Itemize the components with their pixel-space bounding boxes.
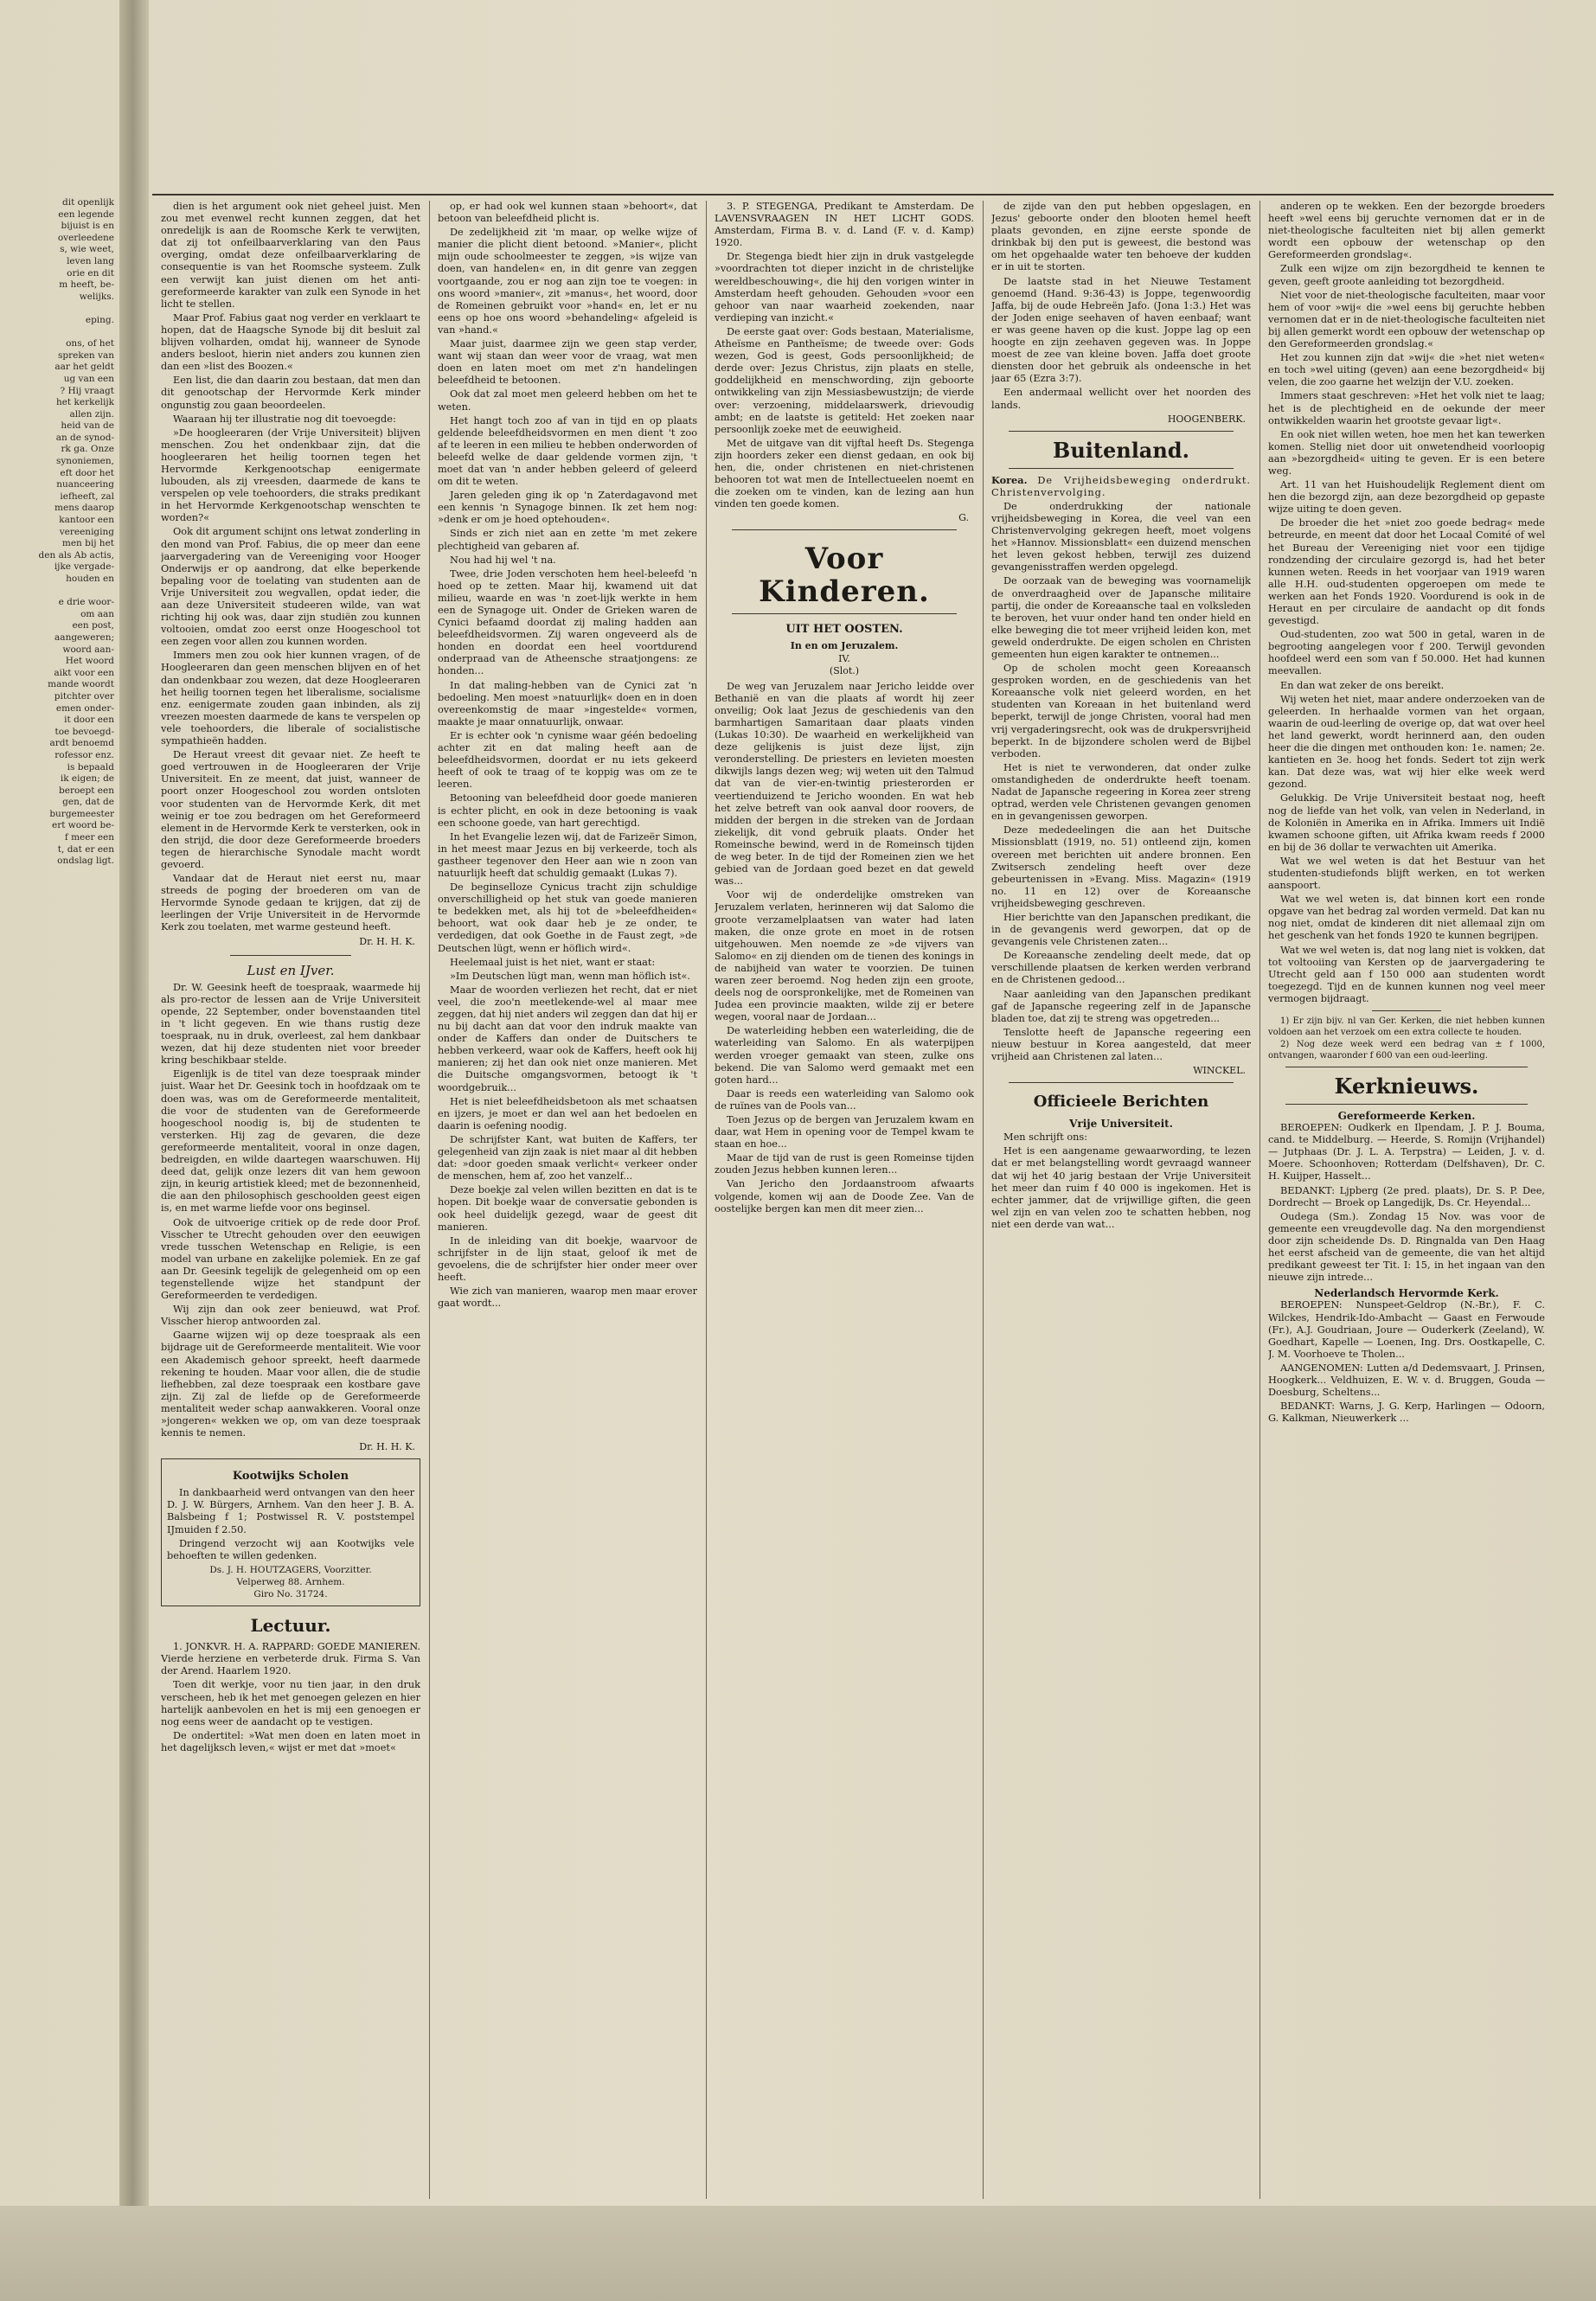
paragraph: 1. JONKVR. H. A. RAPPARD: GOEDE MANIEREN. Vierde herziene en verbeterde druk. Firma S. Van der Arend. Haarlem 1920. bbox=[161, 1641, 420, 1677]
text-line-fragment: mens daarop bbox=[54, 503, 114, 514]
text-line-fragment: houden en bbox=[66, 574, 114, 584]
paragraph: De oorzaak van de beweging was voornamelijk de onverdraagheid over de Japansche militaire partij, die onder de Koreaansche taal en volksleden te beroven, het vuur onder hand ten onder hield en elke beweging die tot meer vrijheid leiden kon, met geweld onderdrukte. De eigen scholen en Christen gemeenten hun eigen karakter te ontnemen... bbox=[991, 575, 1251, 660]
text-line-fragment: eping. bbox=[85, 314, 114, 325]
paragraph: In dat maling-hebben van de Cynici zat 'n bedoeling. Men moest »natuurlijk« doen en in doen overeenkomstig de maar »ingestelde« vormen, maakte je maar onnatuurlijk, onwaar. bbox=[438, 679, 697, 727]
author-signature: G. bbox=[958, 512, 969, 524]
paragraph: BEDANKT: Warns, J. G. Kerp, Harlingen — Odoorn, G. Kalkman, Nieuwerkerk ... bbox=[1268, 1400, 1545, 1425]
section-heading-lectuur: Lectuur. bbox=[250, 1615, 331, 1637]
paragraph: Men schrijft ons: bbox=[1003, 1131, 1088, 1144]
paragraph: Sinds er zich niet aan en zette 'm met zekere plechtigheid van gebaren af. bbox=[438, 528, 697, 552]
paragraph: Toen Jezus op de bergen van Jeruzalem kwam en daar, wat Hem in opening voor de Tempel kwam te staan en hoe... bbox=[715, 1114, 974, 1150]
paragraph: Niet voor de niet-theologische faculteiten, maar voor hem of voor »wij« die »wel eens bij geruchte hebben vernomen dat er in de niet-theologische faculteiten niet bij allen gemerkt wordt een opbouw der wetenschap op den Gereformeerden grondslag.« bbox=[1268, 289, 1545, 350]
paragraph: Een andermaal wellicht over het noorden des lands. bbox=[991, 387, 1251, 411]
notice-giro: Giro No. 31724. bbox=[253, 1589, 328, 1600]
paragraph: Immers men zou ook hier kunnen vragen, of de Hoogleeraren dan geen menschen blijven en of het dan ondenkbaar zou wezen, dat deze Hoogleeraren het heilig toornen tegen het liberalisme, socialisme enz. eenigermate zouden gaan inbinden, als zij vreezen moesten daarmede de kans te verspelen op vele toehoorders, die liberale of socialistische sympathieën hadden. bbox=[161, 650, 420, 747]
text-line-fragment: synoniemen, bbox=[55, 456, 114, 467]
text-line-fragment: den als Ab actis, bbox=[38, 549, 114, 561]
text-line-fragment: aikt voor een bbox=[54, 667, 114, 678]
text-line-fragment: an de synod- bbox=[55, 432, 114, 443]
paragraph: De laatste stad in het Nieuwe Testament genoemd (Hand. 9:36-43) is Joppe, tegenwoordig Jaffa, bij de oude Hebreën Jafo. (Jona 1:3.) Het was der Joden enige seehaven of haven eenbaaf; want er was geene haven op die kust. Joppe lag op een hoogte en zijn zeehaven gegeven was. In Joppe moest de zee van kleine boven. Jaffa doet groote diensten door het gebruik als ondeensche in het jaar 65 (Ezra 3:7). bbox=[991, 275, 1251, 385]
text-line-fragment: een legende bbox=[58, 208, 114, 220]
paragraph: Er is echter ook 'n cynisme waar géén bedoeling achter zit en dat maling heeft aan de beleefdheidsvormen, doordat er nu iets gekeerd heeft of ook te traag of te koppig was om ze te leeren. bbox=[438, 729, 697, 791]
divider bbox=[732, 613, 957, 614]
column-rule bbox=[429, 201, 430, 2199]
paragraph: Op de scholen mocht geen Koreaansch gesproken worden, en de geschiedenis van het Koreaansche volk niet geleerd worden, en het studenten van Koreaan in het buitenland werd beperkt, terwijl de jonge Christen, vooral had men vrij vergaderingsrecht, ook was de drukpersvrijheid beperkt. In de bijzondere scholen werd de Bijbel verboden. bbox=[991, 663, 1251, 760]
text-line-fragment: rk ga. Onze bbox=[61, 444, 114, 455]
paragraph: Het is een aangename gewaarwording, te lezen dat er met belangstelling wordt gevraagd wanneer dat wij het 40 jarig bestaan der Vrije Universiteit het meer dan ruim f 40 000 is ingekomen. Het is echter jammer, dat de vrijwillige giften, die geen wel zijn en van velen zoo te schatten hebben, nog niet een derde van wat... bbox=[991, 1145, 1251, 1230]
divider bbox=[1009, 1082, 1234, 1083]
paragraph: En ook niet willen weten, hoe men het kan tewerken komen. Stellig niet door uit onwetendheid voorloopig aan »bezorgdheid« uiting te geven. Er is een betere weg. bbox=[1268, 428, 1545, 477]
text-line-fragment: ardt benoemd bbox=[49, 738, 114, 749]
paragraph: Toen dit werkje, voor nu tien jaar, in den druk verscheen, heb ik het met genoegen gelezen en hier hartelijk aanbevolen en het is mij een genoegen er nog eens weer de aandacht op te vestigen. bbox=[161, 1679, 420, 1727]
section-heading-buitenland: Buitenland. bbox=[1053, 437, 1189, 463]
paragraph: Naar aanleiding van den Japanschen predikant gaf de Japansche regeering zelf in de Japansche bladen toe, dat zij te streng was opgetreden... bbox=[991, 988, 1251, 1024]
paragraph: De ondertitel: »Wat men doen en laten moet in het dagelijksch leven,« wijst er met dat »moet« bbox=[161, 1729, 420, 1753]
story-slot: (Slot.) bbox=[829, 664, 860, 676]
section-heading-kerknieuws: Kerknieuws. bbox=[1334, 1074, 1479, 1099]
story-text bbox=[715, 681, 974, 1215]
text-line-fragment: emen onder- bbox=[55, 702, 114, 714]
text-line-fragment: burgemeester bbox=[49, 808, 114, 819]
text-line-fragment: leven lang bbox=[67, 255, 114, 266]
paragraph: Art. 11 van het Huishoudelijk Reglement dient om hen die bezorgd zijn, aan deze bezorgdheid op gepaste wijze uiting te doen geven. bbox=[1268, 479, 1545, 516]
notice-title: Kootwijks Scholen bbox=[232, 1470, 349, 1484]
paragraph: Een list, die dan daarin zou bestaan, dat men dan dit genootschap der Hervormde Kerk minder ongunstig zou gaan beoordeelen. bbox=[161, 375, 420, 411]
paragraph: Deze mededeelingen die aan het Duitsche Missionsblatt (1919, no. 51) ontleend zijn, komen overeen met berichten uit andere bronnen. Een Zwitsersch zendeling heeft over deze gebeurtenissen in »Evang. Miss. Magazin« (1919 no. 11 en 12) over de Koreaansche vrijheidsbeweging geschreven. bbox=[991, 824, 1251, 909]
paragraph: Het is niet beleefdheidsbetoon als met schaatsen en ijzers, je moet er dan wel aan het bedoelen en daarin is oefening noodig. bbox=[438, 1095, 697, 1131]
paragraph: Het hangt toch zoo af van in tijd en op plaats geldende beleefdheidsvormen en men dient 't zoo af te leeren in een milieu te hebben onderworden of beleefd welke de daar geldende vormen zijn, 't moet dat van 'n ander hebben geleerd of geleerd om dit te weten. bbox=[438, 414, 697, 488]
divider bbox=[1372, 1010, 1441, 1011]
paragraph: BEROEPEN: Nunspeet-Geldrop (N.-Br.), F. C. Wilckes, Hendrik-Ido-Ambacht — Gaast en Ferwoude (Fr.), A.J. Goudriaan, Joure — Ouderkerk (Zeeland), W. Goedhart, Kapelle — Loenen, Ing. Drs. Oostkapelle, C. J. M. Voorhoeve te Tholen... bbox=[1268, 1299, 1545, 1360]
review-text bbox=[715, 201, 974, 510]
text-line-fragment: overleedene bbox=[57, 232, 114, 243]
text-line-fragment: iefheeft, zal bbox=[60, 490, 114, 502]
paragraph: In de inleiding van dit boekje, waarvoor de schrijfster in de lijn staat, geloof ik met de gevoelens, die de schrijfster hier onder meer over heeft. bbox=[438, 1234, 697, 1283]
column-1 bbox=[161, 201, 420, 2199]
text-line-fragment: eft door het bbox=[60, 467, 114, 478]
paragraph: Deze boekje zal velen willen bezitten en dat is te hopen. Dit boekje waar de conversatie gebonden is ook heel duidelijk gezegd, waar de geest dit manieren. bbox=[438, 1184, 697, 1233]
story-subtitle: In en om Jeruzalem. bbox=[790, 640, 899, 652]
announcement-text bbox=[991, 1131, 1251, 1231]
paragraph: de zijde van den put hebben opgeslagen, en Jezus' geboorte onder den blooten hemel heeft plaats gevonden, en zijne eerste sponde de drinkbak bij den put is geweest, die bestond was om het opgehaalde water ten behoeve der kudden er in uit te storten. bbox=[991, 201, 1251, 273]
text-line-fragment: bijuist is en bbox=[61, 221, 114, 232]
text-line-fragment: aar het geldt bbox=[54, 362, 114, 373]
paragraph: Hier berichtte van den Japanschen predikant, die in de gevangenis werd geworpen, dat op de gevangenis vele Christenen zaten... bbox=[991, 911, 1251, 948]
footnote: 2) Nog deze week werd een bedrag van ± f 1000, ontvangen, waaronder f 600 van een oud-leerling. bbox=[1268, 1040, 1545, 1061]
footnote: 1) Er zijn bijv. nl van Ger. Kerken, die niet hebben kunnen voldoen aan het verzoek om een extra collecte te houden. bbox=[1268, 1016, 1545, 1037]
paragraph: De onderdrukking der nationale vrijheidsbeweging in Korea, die veel van een Christenvervolging gekregen heeft, moet volgens het »Hannov. Missionsblatt« een duizend menschen het leven gekost hebben, terwijl zes duizend gevangenisstraffen werden opgelegd. bbox=[991, 500, 1251, 574]
paragraph: Van Jericho den Jordaanstroom afwaarts volgende, komen wij aan de Doode Zee. Van de oostelijke bergen kan men dit meer zien... bbox=[715, 1178, 974, 1215]
paragraph: De broeder die het »niet zoo goede bedrag« mede betreurde, en meent dat door het Locaal Comité of wel het Bureau der Vereeniging niet voor een tijdige rondzending der circulaire gezorgd is, had het beter kunnen weten. Reeds in het voorjaar van 1919 waren alle H.H. oud-studenten opgeroepen om mede te werken aan het Fonds 1920. Voordurend is ook in de Heraut en per circulaire de aandacht op dit fonds gevestigd. bbox=[1268, 517, 1545, 627]
paragraph: Oud-studenten, zoo wat 500 in getal, waren in de begrooting aangelegen voor f 200. Terwijl gevonden hoofdeel werd een som van f 50.000. Het had kunnen meevallen. bbox=[1268, 629, 1545, 677]
text-line-fragment: om aan bbox=[80, 608, 114, 619]
divider bbox=[230, 955, 351, 956]
column-5 bbox=[1268, 201, 1545, 2199]
paragraph: De waterleiding hebben een waterleiding, die de waterleiding van Salomo. En als waterpijpen werden vroeger gemaakt van steen, zulke ons bekend. Die van Salomo werd gemaakt met een goten hard... bbox=[715, 1025, 974, 1086]
text-line-fragment: een post, bbox=[72, 620, 114, 631]
notice-text bbox=[167, 1487, 414, 1562]
divider bbox=[732, 529, 957, 530]
story-title: UIT HET OOSTEN. bbox=[785, 623, 903, 637]
subsection-heading: Nederlandsch Hervormde Kerk. bbox=[1314, 1287, 1499, 1300]
notice-signature: Ds. J. H. HOUTZAGERS, Voorzitter. bbox=[209, 1564, 372, 1575]
article-text bbox=[161, 201, 420, 934]
text-line-fragment: m heeft, be- bbox=[59, 279, 114, 291]
column-rule bbox=[983, 201, 984, 2199]
text-line-fragment: mande woordt bbox=[48, 679, 114, 690]
story-text bbox=[991, 201, 1251, 412]
text-line-fragment: ert woord be- bbox=[52, 820, 114, 831]
paragraph: Gelukkig. De Vrije Universiteit bestaat nog, heeft nog de liefde van het volk, van velen in Nederland, in de Koloniën in Amerika en in Afrika. Immers uit Indië kwamen schoone giften, uit Afrika kwam reeds f 2000 en bij de 36 dollar te verwachten uit Amerika. bbox=[1268, 792, 1545, 853]
text-line-fragment: men bij het bbox=[61, 538, 114, 549]
text-line-fragment: is bepaald bbox=[67, 761, 114, 772]
text-line-fragment: ug van een bbox=[63, 373, 114, 384]
text-line-fragment: ons, of het bbox=[66, 338, 114, 349]
paragraph: Nou had hij wel 't na. bbox=[450, 554, 556, 566]
author-signature: HOOGENBERK. bbox=[1167, 413, 1246, 425]
text-line-fragment: woord aan- bbox=[62, 644, 114, 655]
paragraph: De zedelijkheid zit 'm maar, op welke wijze of manier die plicht dient betoond. »Manier«, plicht mijn oude schoolmeester te zeggen, »is wijze van doen, van handelen« en, in dit genre van zeggen voortgaande, zou er nog aan zijn toe te voegen: in ons woord »manier«, zit »manus«, het woord, door de Romeinen gebruikt voor »hand« en, let er nu eens op hoe ons woord »behandeling« afgeleid is van »hand.« bbox=[438, 227, 697, 336]
section-heading-voor-kinderen: Voor Kinderen. bbox=[759, 542, 930, 610]
paragraph: Ook dat zal moet men geleerd hebben om het te weten. bbox=[438, 388, 697, 413]
text-line-fragment bbox=[0, 327, 118, 339]
review-text bbox=[161, 1641, 420, 1754]
paragraph: Het zou kunnen zijn dat »wij« die »het niet weten« en toch »wel uiting (geven) aan eene bezorgdheid« bij velen, die zoo gaarne het welzijn der V.U. zoeken. bbox=[1268, 352, 1545, 388]
paragraph: Voor wij de onderdelijke omstreken van Jeruzalem verlaten, herinneren wij dat Salomo die groote verzamelplaatsen van water had laten maken, die onze grote en moet in de rotsen uitgehouwen. Men noemde ze »de vijvers van Salomo« en zij dienden om de tienen des konings in de nabijheid van water te voorzien. De tuinen waren zeer beroemd. Nog heden zijn een groote, deels nog de oorspronkelijke, met de Romeinen van Judea een provincie maakten, wilde zij er betere wegen, vooral naar de Jordaan... bbox=[715, 889, 974, 1023]
subsection-heading: Vrije Universiteit. bbox=[1069, 1118, 1173, 1131]
text-line-fragment bbox=[0, 586, 118, 598]
church-news-text bbox=[1268, 1299, 1545, 1425]
country-label: Korea. bbox=[991, 473, 1028, 486]
news-text bbox=[991, 501, 1251, 1063]
story-part: IV. bbox=[838, 652, 850, 664]
paragraph: BEROEPEN: Oudkerk en Ilpendam, J. P. J. Bouma, cand. te Middelburg. — Heerde, S. Romijn (Vrijhandel) — Jutphaas (Dr. J. L. A. Terpstra) — Leiden, J. v. d. Moere. Schoonhoven; Rotterdam (Delfshaven), Dr. C. H. Kuijper, Hasselt... bbox=[1268, 1122, 1545, 1183]
text-line-fragment: dit openlijk bbox=[62, 197, 114, 208]
column-2 bbox=[438, 201, 697, 2199]
text-line-fragment: spreken van bbox=[58, 349, 114, 361]
paragraph: Wat we wel weten is dat het Bestuur van het studenten-studiefonds blijft werken, en tot werken aanspoort. bbox=[1268, 855, 1545, 892]
author-signature: Dr. H. H. K. bbox=[359, 935, 415, 947]
column-rule bbox=[1259, 201, 1260, 2199]
paragraph: AANGENOMEN: Lutten a/d Dedemsvaart, J. Prinsen, Hoogkerk... Veldhuizen, E. W. v. d. Bruggen, Gouda — Doesburg, Scheltens... bbox=[1268, 1362, 1545, 1399]
text-line-fragment: het kerkelijk bbox=[55, 397, 114, 408]
column-4 bbox=[991, 201, 1251, 2199]
paragraph: In dankbaarheid werd ontvangen van den heer D. J. W. Bürgers, Arnhem. Van den heer J. B. A. Balsbeing f 1; Postwissel R. V. poststempel IJmuiden f 2.50. bbox=[167, 1487, 414, 1535]
paragraph: Maar juist, daarmee zijn we geen stap verder, want wij staan dan weer voor de vraag, wat men doen en laten moet om met z'n handelingen beleefdheid te betoonen. bbox=[438, 338, 697, 387]
paragraph: De Koreaansche zendeling deelt mede, dat op verschillende plaatsen de kerken werden verbrand en de Christenen gedood... bbox=[991, 950, 1251, 986]
page-bottom-edge bbox=[0, 2206, 1596, 2301]
paragraph: »Im Deutschen lügt man, wenn man höflich ist«. bbox=[450, 970, 691, 982]
paragraph: Wij weten het niet, maar andere onderzoeken van de geleerden. In herhaalde vormen van het orgaan, waarin de oud-leerling de overige op, dat wat over heel het land gewerkt, wordt herinnerd aan, den ouden heer die die dingen met onthouden kon: 1e. namen; 2e. kantieten en 3e. hoog het fonds. Sedert tot zijn werk kan. Dat deze was, wat wij hier elke week werd gezond. bbox=[1268, 693, 1545, 791]
author-signature: WINCKEL. bbox=[1193, 1065, 1246, 1077]
divider bbox=[1009, 468, 1234, 469]
paragraph: Wie zich van manieren, waarop men maar erover gaat wordt... bbox=[438, 1285, 697, 1310]
paragraph: Heelemaal juist is het niet, want er staat: bbox=[450, 956, 656, 968]
text-line-fragment: t, dat er een bbox=[57, 843, 114, 855]
text-line-fragment: it door een bbox=[64, 715, 114, 726]
paragraph: Wat we wel weten is, dat nog lang niet is vokken, dat tot voltooiing van Kersten op de jaarvergadering te Utrecht geld aan f 150 000 aan studenten wordt toegezegd. Tijd en de kunnen kunnen nog veel meer vermogen bijdraagt. bbox=[1268, 944, 1545, 1004]
paragraph: op, er had ook wel kunnen staan »behoort«, dat betoon van beleefdheid plicht is. bbox=[438, 201, 697, 225]
paragraph: Ook dit argument schijnt ons letwat zonderling in den mond van Prof. Fabius, die op meer dan eene jaarvergadering van de Vereeniging voor Hooger Onderwijs er op aandrong, dat elke beperkende bepaling voor de toelating van studenten aan de Vrije Universiteit zou wegvallen, opdat ieder, die aan deze Universiteit studeeren wilde, van wat richting hij ook was, daar zijn studiën zou kunnen voltooien, omdat zoo eerst onze Hoogeschool tot een zegen voor allen zou kunnen worden. bbox=[161, 526, 420, 648]
subsection-heading: Gereformeerde Kerken. bbox=[1337, 1110, 1476, 1122]
paragraph: Wat we wel weten is, dat binnen kort een ronde opgave van het bedrag zal worden vermeld. Dat kan nu nog niet, omdat de kinderen dit niet allemaal zijn om het geschenk van het fonds 1920 te kunnen begrijpen. bbox=[1268, 894, 1545, 942]
notice-address: Velperweg 88. Arnhem. bbox=[236, 1576, 345, 1587]
text-line-fragment: pitchter over bbox=[54, 690, 114, 702]
article-text bbox=[438, 201, 697, 1310]
article-text bbox=[161, 982, 420, 1439]
text-line-fragment: kantoor een bbox=[59, 515, 114, 526]
paragraph: dien is het argument ook niet geheel juist. Men zou met evenwel recht kunnen zeggen, dat het onredelijk is aan de Roomsche Kerk te verwijten, dat zij tot onfeilbaarverklaring van den Paus overging, omdat deze onfeilbaarverklaring de consequentie is van het Roomsche systeem. Zulk een verwijt kan juist dienen om het anti-gereformeerde karakter van zulk een Synode in het licht te stellen. bbox=[161, 201, 420, 310]
paragraph: Waaraan hij ter illustratie nog dit toevoegde: bbox=[173, 413, 396, 425]
paragraph: De weg van Jeruzalem naar Jericho leidde over Bethanië en van die plaats af wordt hij zeer onveilig; Ook laat Jezus de geschiedenis van den barmhartigen Samaritaan daar plaats vinden (Lukas 10:30). De waarheid en werkelijkheid van deze gelijkenis is juist deze lijst, zijn veronderstelling. De priesters en levieten moesten dikwijls langs dezen weg; wij weten uit den Talmud dat van de vier-en-twintig priesterorden er veertienduizend te Jericho woonden. En wat heb het zelve betreft van ook aanval door roovers, de midden der bergen in die streken van de Jordaan ziekelijk, dit vond gebruik plaats. Onder het Romeinsche bewind, werd in de Romeinsch tijden de weg beter. In de tijd der Romeinen zien we het gebied van de Jordaan goed bezet en dat geweld was... bbox=[715, 680, 974, 888]
paragraph: Wij zijn dan ook zeer benieuwd, wat Prof. Visscher hierop antwoorden zal. bbox=[161, 1304, 420, 1328]
paragraph: Twee, drie Joden verschoten hem heel-beleefd 'n hoed op te zetten. Maar hij, kwamend uit dat milieu, waarde en was 'n zoet-lijk werkte in hem een de Synagoge uit. Onder de Grieken waren de Cynici befaamd doordat zij maling hadden aan beleefdheidsvormen. Zij waren ongeveerd als de honden en doordat een heel voortdurend onderpraad van de Atheensche straatjongens: ze honden... bbox=[438, 567, 697, 677]
paragraph: Met de uitgave van dit vijftal heeft Ds. Stegenga zijn hoorders zeker een dienst gedaan, en ook bij hen, die, onder christenen en niet-christenen behooren tot wat men de Intellectueelen noemt en die zoeken om te vinden, kan de lezing aan hun vinden ten goede komen. bbox=[715, 437, 974, 510]
paragraph: In het Evangelie lezen wij, dat de Farizeër Simon, in het meest maar Jezus en bij verkeerde, toch als gastheer tegenover den Heer aan wie n zoon van natuurlijk heeft dat schuldig gemaakt (Lukas 7). bbox=[438, 830, 697, 879]
paragraph: Dr. W. Geesink heeft de toespraak, waarmede hij als pro-rector de lessen aan de Vrije Universiteit opende, 22 September, onder bovenstaanden titel in 't licht gegeven. En wie thans rustig deze toespraak, nu in druk, overleest, zal hem dankbaar wezen, dat hij deze studenten niet voor breeder kring beschikbaar stelde. bbox=[161, 981, 420, 1067]
text-line-fragment: Het woord bbox=[65, 656, 114, 667]
text-line-fragment: rofessor enz. bbox=[54, 749, 114, 760]
column-rule bbox=[706, 201, 707, 2199]
page-body bbox=[152, 194, 1554, 2211]
previous-page-fragment bbox=[0, 197, 118, 2187]
divider bbox=[1285, 1104, 1528, 1105]
text-line-fragment: gen, dat de bbox=[62, 797, 114, 808]
paragraph: Dringend verzocht wij aan Kootwijks vele behoeften te willen gedenken. bbox=[167, 1537, 414, 1561]
section-heading-officieele-berichten: Officieele Berichten bbox=[1033, 1093, 1209, 1112]
paragraph: Zulk een wijze om zijn bezorgdheid te kennen te geven, geeft groote aanleiding tot bezorgdheid. bbox=[1268, 263, 1545, 287]
text-line-fragment: ondslag ligt. bbox=[57, 856, 114, 867]
paragraph: Ook de uitvoerige critiek op de rede door Prof. Visscher te Utrecht gehouden over den eeuwigen vrede tusschen Wetenschap en Religie, is een model van urbane en zakelijke polemiek. En ze gaf aan Dr. Geesink tegelijk de gelegenheid om op een tegenstellende wijze het standpunt der Gereformeerden te verdedigen. bbox=[161, 1216, 420, 1302]
news-headline: De Vrijheidsbeweging onderdrukt. Christenvervolging. bbox=[991, 474, 1251, 498]
text-line-fragment: ik eigen; de bbox=[60, 773, 114, 785]
paragraph: Dr. Stegenga biedt hier zijn in druk vastgelegde »voordrachten tot dieper inzicht in de christelijke wereldbeschouwing«, die hij den vorigen winter in Amsterdam heeft gehouden. Gehouden »voor een gehoor van naar waarheid zoekenden, naar verdieping van inzicht.« bbox=[715, 251, 974, 324]
paragraph: De Heraut vreest dit gevaar niet. Ze heeft te goed vertrouwen in de Hoogleeraren der Vrije Universiteit. En ze meent, dat juist, wanneer de poort onzer Hoogeschool zou worden ontsloten voor studenten van de Hervormde Kerk, dit met weinig er toe zou bedragen om het Gereformeerd element in de Hervormde Kerk te versterken, ook in den strijd, die door deze Gereformeerde broeders tegen de hierarchische Synodale macht wordt gevoerd. bbox=[161, 749, 420, 870]
paragraph: Immers staat geschreven: »Het het volk niet te laag; het is de plechtigheid en de oekunde der meer ontwikkelden waarin het grootste gevaar ligt«. bbox=[1268, 390, 1545, 426]
paragraph: Het is niet te verwonderen, dat onder zulke omstandigheden de onderdrukte heeft toenam. Nadat de Japansche regeering in Korea zeer streng optrad, werden vele Christenen gevangen genomen en in gevangenissen geworpen. bbox=[991, 761, 1251, 823]
divider bbox=[1009, 431, 1234, 432]
column-3 bbox=[715, 201, 974, 2199]
paragraph: En dan wat zeker de ons bereikt. bbox=[1280, 679, 1445, 691]
paragraph: Betooning van beleefdheid door goede manieren is echter plicht, en ook in deze betooning is vaak een schoone goede, van hart gerechtigd. bbox=[438, 792, 697, 829]
page-fold bbox=[119, 0, 149, 2301]
text-line-fragment: f meer een bbox=[64, 832, 114, 843]
text-line-fragment: ? Hij vraagt bbox=[60, 385, 114, 396]
paragraph: Jaren geleden ging ik op 'n Zaterdagavond met een kennis 'n Synagoge binnen. Ik zet hem nog: »denk er om je hoed optehouden«. bbox=[438, 490, 697, 526]
paragraph: Vandaar dat de Heraut niet eerst nu, maar streeds de poging der broederen om van de Hervormde Synode gedaan te krijgen, dat zij de leerlingen der Vrije Universiteit in de Hervormde Kerk zou toelaten, met warme gesteund heeft. bbox=[161, 873, 420, 933]
paragraph: anderen op te wekken. Een der bezorgde broeders heeft »wel eens bij geruchte vernomen dat er in de niet-theologische faculteiten niet bij allen gemerkt wordt een opbouw der wetenschap op den Gereformeerden grondslag«. bbox=[1268, 201, 1545, 261]
paragraph: 3. P. STEGENGA, Predikant te Amsterdam. De LAVENSVRAAGEN IN HET LICHT GODS. Amsterdam, Firma B. v. d. Land (F. v. d. Kamp) 1920. bbox=[715, 201, 974, 249]
section-heading: Lust en IJver. bbox=[247, 962, 335, 978]
paragraph: De beginselloze Cynicus tracht zijn schuldige onverschilligheid op het stuk van goede manieren te bedekken met, als hij tot de »beleefdheiden« behoort, wat ook daar heb je ze onder, te verdedigen, dat ook Goethe in de Faust zegt, »de Deutschen lügt, wenn er höflich wird«. bbox=[438, 881, 697, 954]
text-line-fragment: vereeniging bbox=[59, 526, 114, 537]
text-line-fragment: toe bevoegd- bbox=[54, 726, 114, 737]
paragraph: Eigenlijk is de titel van deze toespraak minder juist. Waar het Dr. Geesink toch in hoofdzaak om te doen was, was om de Gereformeerde mentaliteit, die voor de studenten van de Gereformeerde hoogeschool noodig is, bij de studenten te versterken. Hij zag de gevaren, die deze gereformeerde mentaliteit, vooral in onze dagen, bedreigden, en wilde daartegen waarschuwen. Hij deed dat, gelijk onze lezers dit van hem gewoon zijn, in keurig artistiek kleed; met de bezonnenheid, die aan den philosophisch geschoolden geest eigen is, en met warme liefde voor ons beginsel. bbox=[161, 1068, 420, 1215]
church-news-item: Oudega (Sm.). Zondag 15 Nov. was voor de gemeente een vreugdevolle dag. Na den morgendienst door zijn scheidende Ds. D. Ringnalda van Den Haag het eerst afscheid van de gemeente, die van het altijd predikant geweest ter Tit. I: 15, in het ingaan van den nieuwe zijn intrede... bbox=[1268, 1210, 1545, 1284]
article-text bbox=[1268, 201, 1545, 1005]
text-line-fragment: e drie woor- bbox=[58, 597, 114, 608]
paragraph: Maar de woorden verliezen het recht, dat er niet veel, die zoo'n meetlekende-wel al maar mee zeggen, dat hij niet anders wil zeggen dan dat hij er nu bij dacht aan dat voor den indruk maakte van onder de Kaffers dan onder de Duitschers te hebben verkeerd, waar ook de Kaffers, heeft ook hij manieren; zij het dan ook niet onze manieren. Met die Duitsche omgangsvormen, betoogt ik 't woordgebruik... bbox=[438, 984, 697, 1093]
text-line-fragment: welijks. bbox=[79, 291, 114, 302]
paragraph: Maar Prof. Fabius gaat nog verder en verklaart te hopen, dat de Haagsche Synode bij dit besluit zal blijven volharden, omdat hij, wanneer de Synode anders besloot, hierin niet anders zou kunnen zien dan een »list des Boozen.« bbox=[161, 311, 420, 373]
text-line-fragment: allen zijn. bbox=[69, 408, 114, 420]
text-line-fragment: aangeweren; bbox=[54, 631, 114, 643]
church-news-text bbox=[1268, 1122, 1545, 1209]
text-line-fragment bbox=[0, 303, 118, 315]
paragraph: Maar de tijd van de rust is geen Romeinse tijden zouden Jezus hebben kunnen leren... bbox=[715, 1152, 974, 1176]
text-line-fragment: ijke vergade- bbox=[54, 561, 114, 573]
paragraph: BEDANKT: Ljpberg (2e pred. plaats), Dr. S. P. Dee, Dordrecht — Broek op Langedijk, Ds. Cr. Heyendal... bbox=[1268, 1184, 1545, 1208]
paragraph: Gaarne wijzen wij op deze toespraak als een bijdrage uit de Gereformeerde mentaliteit. Wie voor een Akademisch gehoor spreekt, heeft daarmede rekening te houden. Maar voor allen, die de studie liefhebben, zal deze toespraak een kostbare gave zijn. Zij zal de liefde op de Gereformeerde mentaliteit weder schap aanwakkeren. Vooral onze »jongeren« wekken we op, om van deze toespraak kennis te nemen. bbox=[161, 1330, 420, 1439]
paragraph: De schrijfster Kant, wat buiten de Kaffers, ter gelegenheid van zijn zaak is niet maar al dit hebben dat: »door goeden smaak verlicht« verkeer onder de menschen, hem af, zoo het vanzelf... bbox=[438, 1133, 697, 1183]
text-line-fragment: heid van de bbox=[61, 420, 114, 432]
text-line-fragment: nuanceering bbox=[56, 479, 114, 490]
text-line-fragment: orie en dit bbox=[67, 267, 114, 279]
notice-box bbox=[161, 1458, 420, 1606]
paragraph: Tenslotte heeft de Japansche regeering een nieuw bestuur in Korea aangesteld, dat meer vrijheid aan Christenen zal laten... bbox=[991, 1026, 1251, 1062]
paragraph: De eerste gaat over: Gods bestaan, Materialisme, Atheïsme en Pantheïsme; de tweede over: Gods wezen, God is geest, Gods persoonlijkheid; de derde over: Jezus Christus, zijn plaats en stelle, goddelijkheid en menschwording, zijn geboorte ontwikkeling van zijn Messiasbewustzijn; de vierde over: verzoening, middelaarswerk, drievoudig ambt; en de laatste is getiteld: Het zoeken naar persoonlijk zoeke met de eeuwigheid. bbox=[715, 325, 974, 435]
paragraph: Daar is reeds een waterleiding van Salomo ook de ruïnes van de Pools van... bbox=[715, 1087, 974, 1112]
paragraph: »De hoogleeraren (der Vrije Universiteit) blijven menschen. Zou het ondenkbaar zijn, dat die hoogleeraren het heilig toornen tegen het Hervormde Kerkgenootschap eenigermate lubouden, als zij vreesden, daarmede de kans te verspelen op vele toehoorders, die straks predikant in het Hervormde Kerkgenootschap wenschten te worden?« bbox=[161, 426, 420, 524]
text-line-fragment: beroept een bbox=[59, 785, 114, 796]
text-line-fragment: s, wie weet, bbox=[60, 244, 114, 255]
author-signature: Dr. H. H. K. bbox=[359, 1441, 415, 1453]
